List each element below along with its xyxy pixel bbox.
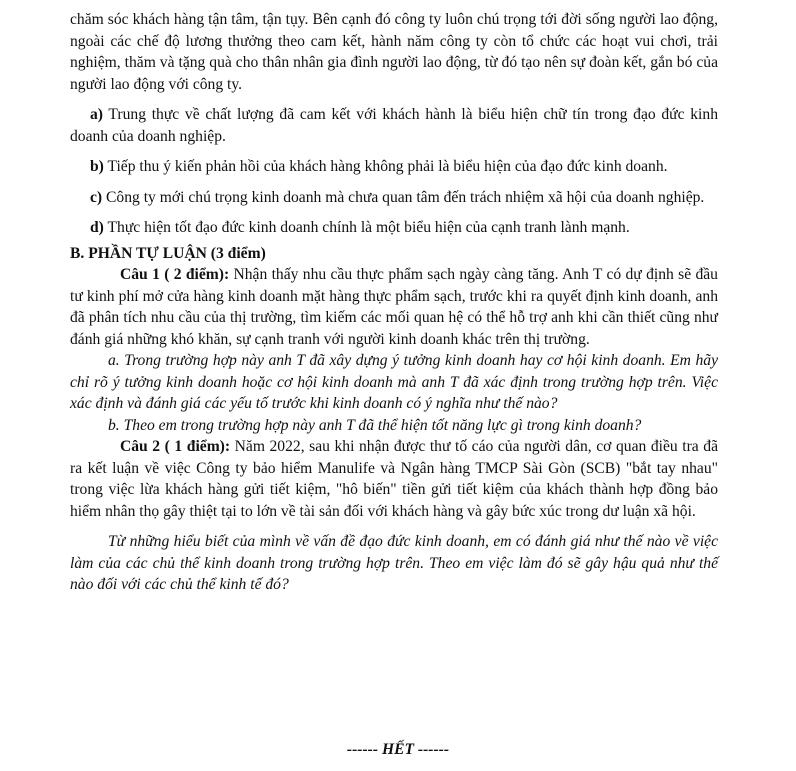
exam-page — [70, 9, 718, 603]
option-a — [70, 104, 718, 147]
question-2-prompt: Từ những hiểu biết của mình về vấn đề đạo đức kinh doanh, em có đánh giá như thế nào về việc làm của các chủ thể kinh doanh trong trường hợp trên. Theo em việc làm đó sẽ gây hậu quả như thế nào đối với các chủ thể kinh tế đó? — [70, 533, 718, 593]
option-label: a) — [90, 106, 103, 123]
question-2-label: Câu 2 ( 1 điểm): — [120, 438, 231, 455]
question-2 — [70, 436, 718, 522]
option-label: b) — [90, 158, 104, 175]
option-text: Trung thực về chất lượng đã cam kết với khách hành là biểu hiện chữ tín trong đạo đức kinh doanh của doanh nghiệp. — [70, 106, 718, 145]
question-1-text: Nhận thấy nhu cầu thực phẩm sạch ngày càng tăng. Anh T có dự định sẽ đầu tư kinh phí mở cửa hàng kinh doanh mặt hàng thực phẩm sạch, trước khi ra quyết định kinh doanh, anh đã phân tích nhu cầu của thị trường, tìm kiếm các mối quan hệ có thể hỗ trợ anh khi cần thiết cũng như đánh giá những khó khăn, sự cạnh tranh với người kinh doanh khác trên thị trường. — [70, 266, 718, 348]
option-b — [70, 156, 718, 178]
question-1-label: Câu 1 ( 2 điểm): — [120, 266, 230, 283]
option-d — [70, 217, 718, 239]
question-1-part-b: b. Theo em trong trường hợp này anh T đã thể hiện tốt năng lực gì trong kinh doanh? — [108, 416, 642, 434]
option-c — [70, 187, 718, 209]
option-label: c) — [90, 188, 103, 206]
question-1 — [70, 264, 718, 350]
end-marker: ------ HẾT ------ — [346, 741, 450, 758]
option-label: d) — [90, 219, 104, 236]
intro-paragraph: chăm sóc khách hàng tận tâm, tận tụy. Bên cạnh đó công ty luôn chú trọng tới đời sống người lao động, ngoài các chế độ lương thưởng theo cam kết, hành năm công ty còn tổ chức các hoạt vui chơi, trải nghiệm, thăm và tặng quà cho thân nhân gia đình người lao động, từ đó tạo nên sự đoàn kết, gắn bó của người lao động với công ty. — [70, 11, 718, 93]
option-text: Tiếp thu ý kiến phản hồi của khách hàng không phải là biểu hiện của đạo đức kinh doanh. — [103, 158, 668, 175]
question-1-part-a: a. Trong trường hợp này anh T đã xây dựng ý tưởng kinh doanh hay cơ hội kinh doanh. Em hãy chỉ rõ ý tưởng kinh doanh hoặc cơ hội kinh doanh mà anh T đã xác định trong trường hợp trên. Việc xác định và đánh giá các yếu tố trước khi kinh doanh có ý nghĩa như thế nào? — [70, 352, 718, 412]
question-2-text: Năm 2022, sau khi nhận được thư tố cáo của người dân, cơ quan điều tra đã ra kết luận về việc Công ty bảo hiểm Manulife và Ngân hàng TMCP Sài Gòn (SCB) "bắt tay nhau" trong việc lừa khách hàng gửi tiết kiệm, "hô biến" tiền gửi tiết kiệm của khách thành hợp đồng bảo hiểm nhân thọ gây thiệt tại to lớn về tài sản đối với khách hàng và gây bức xúc trong dư luận xã hội. — [70, 438, 718, 520]
option-text: Công ty mới chú trọng kinh doanh mà chưa quan tâm đến trách nhiệm xã hội của doanh nghiệp. — [102, 188, 705, 206]
option-text: Thực hiện tốt đạo đức kinh doanh chính là một biểu hiện của cạnh tranh lành mạnh. — [103, 219, 630, 236]
section-b-title: B. PHẦN TỰ LUẬN (3 điểm) — [70, 244, 266, 262]
